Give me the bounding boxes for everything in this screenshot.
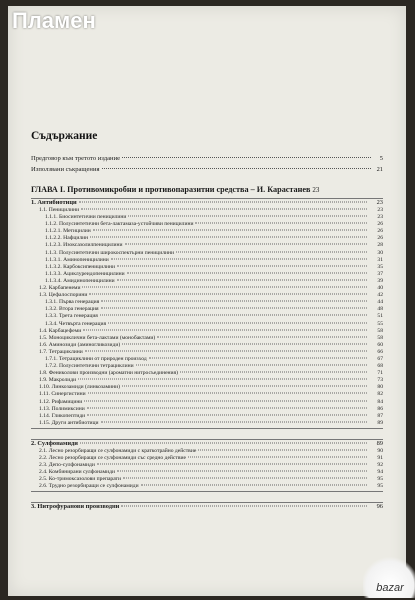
entry-title: 1.11. Синергистини [39,391,86,398]
toc-section [31,439,383,493]
entry-title: 1.9. Макролиди [39,377,77,384]
entry-page: 58 [377,327,383,334]
entry-title: 1.1.3.4. Амидинопеницилини [45,277,115,284]
dot-leader [149,357,367,358]
dot-leader [100,315,367,316]
toc-entry [31,322,383,329]
entry-page: 35 [377,263,383,270]
entry-page: 44 [377,299,383,306]
toc-entry [31,392,383,399]
entry-title: 1.1.2.2. Нафцилин [45,235,89,242]
entry-page: 73 [377,377,383,384]
entry-page: 95 [377,483,383,490]
toc-section [31,198,383,429]
entry-title: 1.1.2.1. Метицилин [45,228,91,235]
dot-leader [128,216,367,217]
dot-leader [117,279,367,280]
entry-title: 1.5. Моноциклични бета-лактами (монобактами) [39,334,156,341]
entry-title: 1.7. Тетрациклини [39,348,83,355]
dot-leader [123,478,367,479]
dot-leader [102,168,371,169]
entry-page: 92 [377,462,383,469]
brand-logo: Пламен [12,8,96,33]
dot-leader [80,442,367,443]
entry-title: 1.1.3. Полусинтетични широкоспектърни пеницилини [45,249,174,256]
front-matter-row [31,167,383,178]
toc-entry [31,421,383,428]
dot-leader [87,414,367,415]
entry-page: 67 [377,355,383,362]
entry-title: 1.10. Линкозамиди (линкозамини) [39,384,121,391]
dot-leader [85,350,367,351]
dot-leader [89,294,367,295]
entry-page: 26 [377,235,383,242]
dot-leader [117,265,367,266]
dot-leader [83,329,367,330]
entry-page: 51 [377,313,383,320]
dot-leader [88,393,367,394]
dot-leader [157,336,367,337]
entry-title: 1.3.3. Трета генерация [45,313,98,320]
entry-page: 58 [377,334,383,341]
dot-leader [127,272,367,273]
entry-page: 86 [377,405,383,412]
dot-leader [141,485,367,486]
entry-title: 1.2. Карбапенеми [39,285,81,292]
entry-page: 84 [377,398,383,405]
entry-page: 42 [377,292,383,299]
dot-leader [108,322,367,323]
dot-leader [136,365,367,366]
entry-page: 89 [377,419,383,426]
entry-title: 1.1.3.1. Аминопеницилини [45,256,109,263]
dot-leader [117,471,367,472]
toc-title: Съдържание [31,130,98,142]
entry-page: 37 [377,270,383,277]
entry-page: 68 [377,363,383,370]
dot-leader [122,343,367,344]
sections-list [31,198,383,512]
entry-title: 1.1.3.2. Карбоксипеницилини [45,263,116,270]
dot-leader [111,258,367,259]
entry-title: 2.3. Депо-сулфонамиди [39,462,95,469]
entry-title: 1.4. Карбацефеми [39,327,82,334]
section-title: 2. Сулфонамиди [31,439,78,447]
entry-page: 28 [377,242,383,249]
dot-leader [125,244,367,245]
dot-leader [188,457,367,458]
entry-title: 1.1. Пеницилини [39,207,80,213]
dot-leader [82,287,367,288]
dot-leader [101,421,367,422]
section-page: 96 [376,503,383,511]
chapter-heading [31,186,383,198]
dot-leader [180,372,367,373]
entry-page: 26 [377,228,383,235]
toc-section [31,502,383,512]
dot-leader [195,223,367,224]
entry-title: 1.8. Фениколови производни (ароматни нитросъединения) [39,370,178,377]
entry-title: 1.1.3.3. Ациклуреидопеницилини [45,270,125,277]
entry-page: 5 [379,155,383,162]
entry-page: 94 [377,469,383,476]
entry-title: 1.3.4. Четвърта генерация [45,320,107,327]
entry-page: 39 [377,277,383,284]
dot-leader [78,379,367,380]
dot-leader [122,157,371,158]
entry-title: 2.5. Ко-тримоксазолови препарати [39,476,121,483]
section-spacer [31,429,383,439]
dot-leader [93,230,367,231]
dot-leader [122,386,367,387]
entry-title: 1.1.1. Биосинтетични пеницилини [45,214,127,221]
section-spacer [31,492,383,502]
entry-title: 2.4. Комбинирани сулфонамиди [39,469,115,476]
entry-page: 66 [377,348,383,355]
dot-leader [101,308,367,309]
section-heading [31,504,383,512]
watermark-logo [363,556,415,598]
dot-leader [198,449,367,450]
toc-entry [31,343,383,350]
entry-title: 1.13. Полимиксини [39,405,85,412]
entry-title: 1.6. Аминозиди (аминогликозиди) [39,341,121,348]
dot-leader [90,237,367,238]
dot-leader [121,506,367,507]
entry-title: 1.7.2. Полусинтетични тетрациклини [45,363,134,370]
entry-page: 87 [377,412,383,419]
entry-page: 31 [377,256,383,263]
entry-page: 55 [377,320,383,327]
dot-leader [79,202,367,203]
entry-title: 1.1.2. Полусинтетични бета-лактамаза-устойчиви пеницилини [45,221,194,228]
entry-page: 23 [377,214,383,221]
entry-page: 80 [377,384,383,391]
dot-leader [84,400,367,401]
entry-title: 2.1. Лесно резорбиращи се сулфонамиди с краткотрайно действие [39,447,197,454]
toc-entry [31,279,383,286]
toc-entry [31,371,383,378]
entry-title: 1.1.2.3. Изоксазолилпеницилини [45,242,123,249]
entry-title: 1.7.1. Тетрациклини от природен произход [45,355,147,362]
entry-title: 2.2. Лесно резорбиращи се сулфонамиди със средно действие [39,455,186,461]
table-of-contents [31,156,383,512]
entry-page: 40 [377,285,383,292]
chapter-page: 23 [312,186,320,194]
section-title: 1. Антибиотици [31,199,77,206]
chapter-title: ГЛАВА I. Противомикробни и противопаразитни средства – И. Карастанев [31,185,311,194]
entry-title: 1.3.1. Първа генерация [45,299,100,306]
book-page [8,6,406,596]
entry-title: 1.3. Цефалоспорини [39,292,88,299]
entry-title: 2.6. Трудно резорбиращи се сулфонамиди [39,483,139,490]
entry-page: 71 [377,370,383,377]
entry-page: 23 [377,207,383,213]
entry-page: 90 [377,447,383,454]
section-page: 89 [376,439,383,447]
section-title: 3. Нитрофуранови производни [31,503,120,511]
entry-title: Предговор към третото издание [31,155,121,162]
entry-title: 1.14. Гликопептиди [39,412,86,419]
dot-leader [97,464,367,465]
dot-leader [87,407,367,408]
entry-page: 48 [377,306,383,313]
toc-entry [31,484,383,491]
section-page: 23 [376,199,383,206]
entry-page: 91 [377,455,383,461]
front-matter [31,156,383,178]
section-heading [31,200,383,208]
entry-title: Използвани съкращения [31,166,100,173]
entry-page: 60 [377,341,383,348]
entry-title: 1.15. Други антибиотици [39,419,99,426]
dot-leader [101,301,367,302]
dot-leader [176,251,367,252]
entry-page: 21 [376,166,383,173]
entry-title: 1.12. Рифамицини [39,398,83,405]
entry-page: 82 [377,391,383,398]
entry-page: 95 [377,476,383,483]
dot-leader [81,209,367,210]
entry-title: 1.3.2. Втора генерация [45,306,99,313]
watermark-text: bazar [376,582,404,594]
entry-page: 30 [377,249,383,256]
entry-page: 26 [377,221,383,228]
